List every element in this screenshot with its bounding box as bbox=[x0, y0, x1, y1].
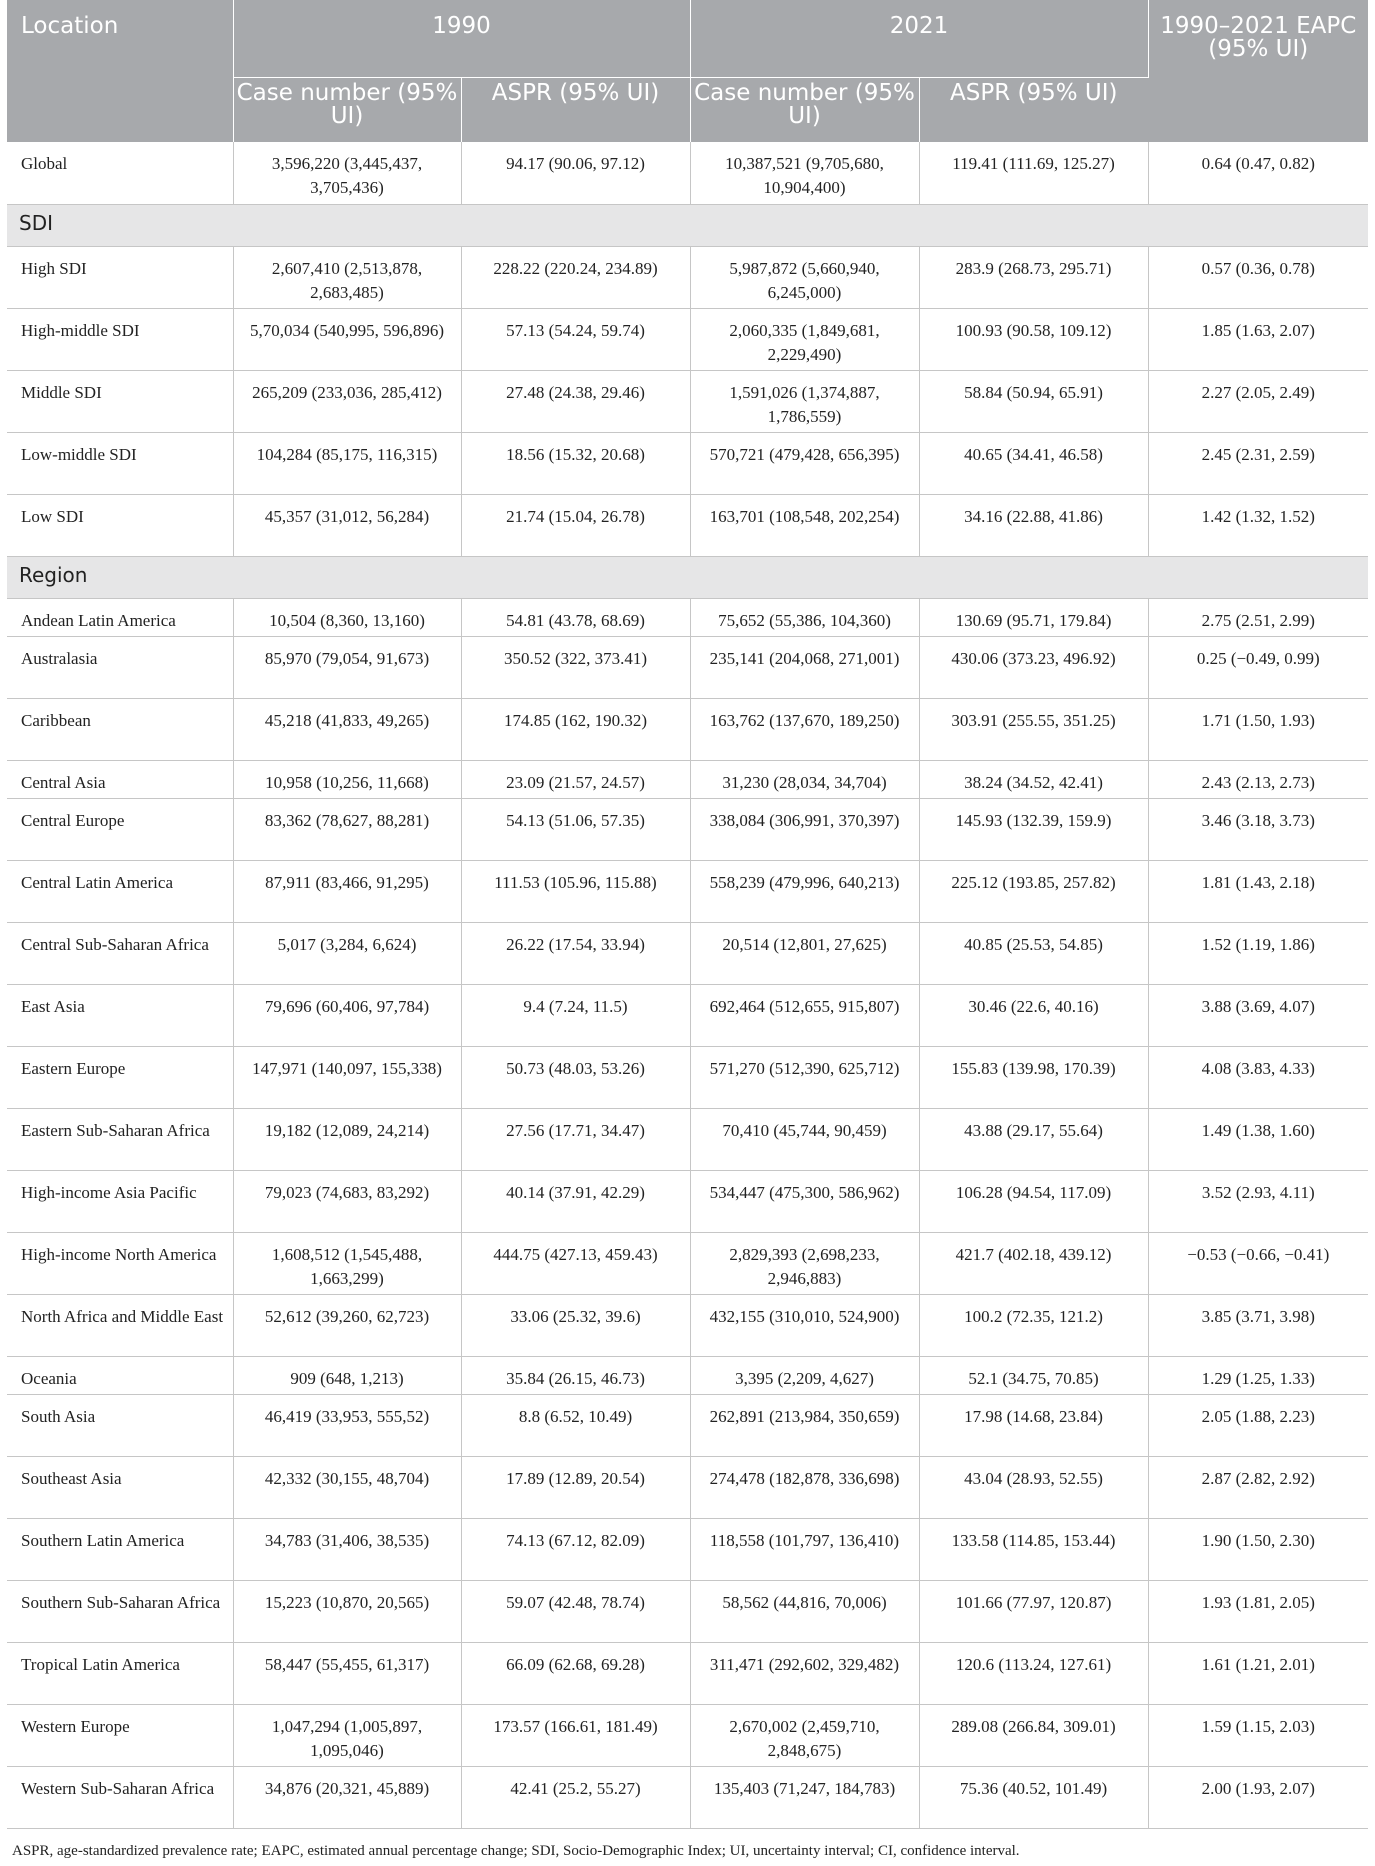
cell-aspr-2021: 40.65 (34.41, 46.58) bbox=[919, 432, 1148, 494]
table-row bbox=[7, 1518, 1368, 1580]
cell-aspr-1990: 59.07 (42.48, 78.74) bbox=[461, 1580, 690, 1642]
cell-aspr-2021: 430.06 (373.23, 496.92) bbox=[919, 636, 1148, 698]
table-row bbox=[7, 598, 1368, 636]
cell-location: Central Latin America bbox=[7, 860, 233, 922]
section-row bbox=[7, 204, 1368, 246]
table-row bbox=[7, 1394, 1368, 1456]
cell-aspr-1990: 35.84 (26.15, 46.73) bbox=[461, 1356, 690, 1394]
cell-aspr-2021: 40.85 (25.53, 54.85) bbox=[919, 922, 1148, 984]
cell-case-number-1990: 2,607,410 (2,513,878, 2,683,485) bbox=[233, 246, 461, 308]
cell-case-number-2021: 692,464 (512,655, 915,807) bbox=[690, 984, 919, 1046]
cell-location: Southern Latin America bbox=[7, 1518, 233, 1580]
table-row bbox=[7, 246, 1368, 308]
cell-eapc: 1.49 (1.38, 1.60) bbox=[1148, 1108, 1368, 1170]
cell-aspr-2021: 100.93 (90.58, 109.12) bbox=[919, 308, 1148, 370]
cell-aspr-1990: 57.13 (54.24, 59.74) bbox=[461, 308, 690, 370]
table-row bbox=[7, 922, 1368, 984]
cell-aspr-1990: 444.75 (427.13, 459.43) bbox=[461, 1232, 690, 1294]
cell-aspr-2021: 30.46 (22.6, 40.16) bbox=[919, 984, 1148, 1046]
table-row bbox=[7, 142, 1368, 204]
cell-case-number-2021: 163,762 (137,670, 189,250) bbox=[690, 698, 919, 760]
cell-location: Western Sub-Saharan Africa bbox=[7, 1766, 233, 1828]
cell-aspr-2021: 43.04 (28.93, 52.55) bbox=[919, 1456, 1148, 1518]
cell-case-number-2021: 75,652 (55,386, 104,360) bbox=[690, 598, 919, 636]
cell-case-number-1990: 104,284 (85,175, 116,315) bbox=[233, 432, 461, 494]
cell-case-number-2021: 58,562 (44,816, 70,006) bbox=[690, 1580, 919, 1642]
cell-aspr-1990: 174.85 (162, 190.32) bbox=[461, 698, 690, 760]
cell-case-number-1990: 45,218 (41,833, 49,265) bbox=[233, 698, 461, 760]
cell-aspr-1990: 21.74 (15.04, 26.78) bbox=[461, 494, 690, 556]
cell-eapc: 2.45 (2.31, 2.59) bbox=[1148, 432, 1368, 494]
cell-case-number-1990: 19,182 (12,089, 24,214) bbox=[233, 1108, 461, 1170]
cell-case-number-2021: 558,239 (479,996, 640,213) bbox=[690, 860, 919, 922]
cell-location: High-middle SDI bbox=[7, 308, 233, 370]
header-case-number-1990: Case number (95% UI) bbox=[233, 77, 461, 142]
cell-location: High-income North America bbox=[7, 1232, 233, 1294]
table-row bbox=[7, 1642, 1368, 1704]
cell-aspr-2021: 101.66 (77.97, 120.87) bbox=[919, 1580, 1148, 1642]
cell-eapc: 4.08 (3.83, 4.33) bbox=[1148, 1046, 1368, 1108]
cell-aspr-1990: 33.06 (25.32, 39.6) bbox=[461, 1294, 690, 1356]
cell-aspr-2021: 106.28 (94.54, 117.09) bbox=[919, 1170, 1148, 1232]
cell-case-number-2021: 118,558 (101,797, 136,410) bbox=[690, 1518, 919, 1580]
cell-case-number-2021: 274,478 (182,878, 336,698) bbox=[690, 1456, 919, 1518]
section-label: SDI bbox=[7, 204, 1368, 246]
cell-aspr-2021: 119.41 (111.69, 125.27) bbox=[919, 142, 1148, 204]
cell-location: Central Europe bbox=[7, 798, 233, 860]
cell-aspr-1990: 54.13 (51.06, 57.35) bbox=[461, 798, 690, 860]
table-row bbox=[7, 432, 1368, 494]
cell-aspr-2021: 155.83 (139.98, 170.39) bbox=[919, 1046, 1148, 1108]
cell-case-number-1990: 83,362 (78,627, 88,281) bbox=[233, 798, 461, 860]
cell-case-number-1990: 34,876 (20,321, 45,889) bbox=[233, 1766, 461, 1828]
cell-aspr-1990: 66.09 (62.68, 69.28) bbox=[461, 1642, 690, 1704]
table-body bbox=[7, 142, 1368, 1828]
cell-aspr-2021: 421.7 (402.18, 439.12) bbox=[919, 1232, 1148, 1294]
cell-case-number-1990: 5,70,034 (540,995, 596,896) bbox=[233, 308, 461, 370]
cell-eapc: 1.42 (1.32, 1.52) bbox=[1148, 494, 1368, 556]
cell-case-number-2021: 262,891 (213,984, 350,659) bbox=[690, 1394, 919, 1456]
cell-aspr-2021: 38.24 (34.52, 42.41) bbox=[919, 760, 1148, 798]
cell-eapc: 1.61 (1.21, 2.01) bbox=[1148, 1642, 1368, 1704]
cell-aspr-2021: 289.08 (266.84, 309.01) bbox=[919, 1704, 1148, 1766]
cell-location: Central Sub-Saharan Africa bbox=[7, 922, 233, 984]
header-year-2021: 2021 bbox=[690, 0, 1148, 77]
cell-case-number-2021: 571,270 (512,390, 625,712) bbox=[690, 1046, 919, 1108]
cell-case-number-1990: 15,223 (10,870, 20,565) bbox=[233, 1580, 461, 1642]
cell-aspr-2021: 145.93 (132.39, 159.9) bbox=[919, 798, 1148, 860]
cell-case-number-1990: 10,958 (10,256, 11,668) bbox=[233, 760, 461, 798]
header-year-1990: 1990 bbox=[233, 0, 690, 77]
cell-eapc: 3.52 (2.93, 4.11) bbox=[1148, 1170, 1368, 1232]
cell-case-number-1990: 3,596,220 (3,445,437, 3,705,436) bbox=[233, 142, 461, 204]
cell-location: High-income Asia Pacific bbox=[7, 1170, 233, 1232]
cell-aspr-2021: 130.69 (95.71, 179.84) bbox=[919, 598, 1148, 636]
data-table bbox=[7, 0, 1368, 1829]
table-row bbox=[7, 1456, 1368, 1518]
section-label: Region bbox=[7, 556, 1368, 598]
cell-aspr-2021: 100.2 (72.35, 121.2) bbox=[919, 1294, 1148, 1356]
header-case-number-2021: Case number (95% UI) bbox=[690, 77, 919, 142]
table-row bbox=[7, 860, 1368, 922]
cell-case-number-1990: 45,357 (31,012, 56,284) bbox=[233, 494, 461, 556]
header-location: Location bbox=[7, 0, 233, 142]
cell-eapc: 3.88 (3.69, 4.07) bbox=[1148, 984, 1368, 1046]
table-row bbox=[7, 1294, 1368, 1356]
cell-aspr-2021: 52.1 (34.75, 70.85) bbox=[919, 1356, 1148, 1394]
cell-aspr-1990: 42.41 (25.2, 55.27) bbox=[461, 1766, 690, 1828]
cell-eapc: 1.52 (1.19, 1.86) bbox=[1148, 922, 1368, 984]
cell-aspr-1990: 94.17 (90.06, 97.12) bbox=[461, 142, 690, 204]
cell-location: North Africa and Middle East bbox=[7, 1294, 233, 1356]
cell-case-number-1990: 79,696 (60,406, 97,784) bbox=[233, 984, 461, 1046]
cell-location: Eastern Europe bbox=[7, 1046, 233, 1108]
cell-case-number-2021: 10,387,521 (9,705,680, 10,904,400) bbox=[690, 142, 919, 204]
cell-case-number-2021: 3,395 (2,209, 4,627) bbox=[690, 1356, 919, 1394]
cell-location: Central Asia bbox=[7, 760, 233, 798]
cell-aspr-2021: 75.36 (40.52, 101.49) bbox=[919, 1766, 1148, 1828]
cell-eapc: 0.25 (−0.49, 0.99) bbox=[1148, 636, 1368, 698]
table-row bbox=[7, 370, 1368, 432]
table-row bbox=[7, 1704, 1368, 1766]
cell-case-number-2021: 311,471 (292,602, 329,482) bbox=[690, 1642, 919, 1704]
header-aspr-2021: ASPR (95% UI) bbox=[919, 77, 1148, 142]
cell-eapc: 2.00 (1.93, 2.07) bbox=[1148, 1766, 1368, 1828]
cell-location: Oceania bbox=[7, 1356, 233, 1394]
cell-case-number-2021: 135,403 (71,247, 184,783) bbox=[690, 1766, 919, 1828]
cell-case-number-2021: 20,514 (12,801, 27,625) bbox=[690, 922, 919, 984]
cell-eapc: 2.43 (2.13, 2.73) bbox=[1148, 760, 1368, 798]
cell-aspr-1990: 23.09 (21.57, 24.57) bbox=[461, 760, 690, 798]
cell-aspr-1990: 40.14 (37.91, 42.29) bbox=[461, 1170, 690, 1232]
cell-case-number-1990: 52,612 (39,260, 62,723) bbox=[233, 1294, 461, 1356]
cell-eapc: 3.46 (3.18, 3.73) bbox=[1148, 798, 1368, 860]
table-row bbox=[7, 636, 1368, 698]
cell-case-number-1990: 265,209 (233,036, 285,412) bbox=[233, 370, 461, 432]
cell-aspr-2021: 120.6 (113.24, 127.61) bbox=[919, 1642, 1148, 1704]
cell-case-number-1990: 909 (648, 1,213) bbox=[233, 1356, 461, 1394]
cell-aspr-1990: 350.52 (322, 373.41) bbox=[461, 636, 690, 698]
cell-location: Global bbox=[7, 142, 233, 204]
cell-eapc: 0.57 (0.36, 0.78) bbox=[1148, 246, 1368, 308]
cell-location: East Asia bbox=[7, 984, 233, 1046]
cell-eapc: 1.29 (1.25, 1.33) bbox=[1148, 1356, 1368, 1394]
cell-eapc: 2.87 (2.82, 2.92) bbox=[1148, 1456, 1368, 1518]
table-row bbox=[7, 494, 1368, 556]
cell-location: Andean Latin America bbox=[7, 598, 233, 636]
cell-case-number-2021: 31,230 (28,034, 34,704) bbox=[690, 760, 919, 798]
cell-eapc: 2.05 (1.88, 2.23) bbox=[1148, 1394, 1368, 1456]
cell-aspr-2021: 58.84 (50.94, 65.91) bbox=[919, 370, 1148, 432]
cell-eapc: 1.81 (1.43, 2.18) bbox=[1148, 860, 1368, 922]
cell-case-number-1990: 79,023 (74,683, 83,292) bbox=[233, 1170, 461, 1232]
cell-eapc: 1.93 (1.81, 2.05) bbox=[1148, 1580, 1368, 1642]
cell-case-number-1990: 1,608,512 (1,545,488, 1,663,299) bbox=[233, 1232, 461, 1294]
cell-case-number-1990: 34,783 (31,406, 38,535) bbox=[233, 1518, 461, 1580]
cell-location: Southern Sub-Saharan Africa bbox=[7, 1580, 233, 1642]
cell-location: High SDI bbox=[7, 246, 233, 308]
cell-case-number-2021: 2,829,393 (2,698,233, 2,946,883) bbox=[690, 1232, 919, 1294]
table-row bbox=[7, 698, 1368, 760]
cell-aspr-2021: 225.12 (193.85, 257.82) bbox=[919, 860, 1148, 922]
cell-aspr-1990: 54.81 (43.78, 68.69) bbox=[461, 598, 690, 636]
table-header bbox=[7, 0, 1368, 142]
cell-case-number-2021: 2,670,002 (2,459,710, 2,848,675) bbox=[690, 1704, 919, 1766]
cell-location: South Asia bbox=[7, 1394, 233, 1456]
cell-aspr-2021: 17.98 (14.68, 23.84) bbox=[919, 1394, 1148, 1456]
cell-eapc: 2.75 (2.51, 2.99) bbox=[1148, 598, 1368, 636]
table-row bbox=[7, 1108, 1368, 1170]
cell-location: Southeast Asia bbox=[7, 1456, 233, 1518]
table-row bbox=[7, 1766, 1368, 1828]
cell-aspr-1990: 17.89 (12.89, 20.54) bbox=[461, 1456, 690, 1518]
cell-case-number-2021: 570,721 (479,428, 656,395) bbox=[690, 432, 919, 494]
cell-case-number-2021: 235,141 (204,068, 271,001) bbox=[690, 636, 919, 698]
cell-case-number-1990: 10,504 (8,360, 13,160) bbox=[233, 598, 461, 636]
cell-case-number-1990: 58,447 (55,455, 61,317) bbox=[233, 1642, 461, 1704]
cell-location: Eastern Sub-Saharan Africa bbox=[7, 1108, 233, 1170]
cell-case-number-1990: 87,911 (83,466, 91,295) bbox=[233, 860, 461, 922]
table-row bbox=[7, 760, 1368, 798]
cell-aspr-1990: 27.48 (24.38, 29.46) bbox=[461, 370, 690, 432]
header-eapc: 1990–2021 EAPC (95% UI) bbox=[1148, 0, 1368, 142]
table-row bbox=[7, 1356, 1368, 1394]
header-aspr-1990: ASPR (95% UI) bbox=[461, 77, 690, 142]
cell-case-number-2021: 70,410 (45,744, 90,459) bbox=[690, 1108, 919, 1170]
cell-aspr-2021: 133.58 (114.85, 153.44) bbox=[919, 1518, 1148, 1580]
cell-aspr-2021: 43.88 (29.17, 55.64) bbox=[919, 1108, 1148, 1170]
table-row bbox=[7, 1170, 1368, 1232]
cell-case-number-2021: 163,701 (108,548, 202,254) bbox=[690, 494, 919, 556]
table-footnote: ASPR, age-standardized prevalence rate; EAPC, estimated annual percentage change; SDI, Socio-Demographic Index; UI, uncertainty interval; CI, confidence interval. bbox=[12, 1843, 1020, 1859]
cell-case-number-1990: 1,047,294 (1,005,897, 1,095,046) bbox=[233, 1704, 461, 1766]
cell-eapc: 1.71 (1.50, 1.93) bbox=[1148, 698, 1368, 760]
cell-case-number-1990: 42,332 (30,155, 48,704) bbox=[233, 1456, 461, 1518]
cell-aspr-1990: 111.53 (105.96, 115.88) bbox=[461, 860, 690, 922]
cell-aspr-1990: 27.56 (17.71, 34.47) bbox=[461, 1108, 690, 1170]
cell-aspr-1990: 173.57 (166.61, 181.49) bbox=[461, 1704, 690, 1766]
cell-eapc: 1.90 (1.50, 2.30) bbox=[1148, 1518, 1368, 1580]
cell-location: Middle SDI bbox=[7, 370, 233, 432]
cell-case-number-2021: 432,155 (310,010, 524,900) bbox=[690, 1294, 919, 1356]
cell-aspr-1990: 26.22 (17.54, 33.94) bbox=[461, 922, 690, 984]
cell-aspr-1990: 228.22 (220.24, 234.89) bbox=[461, 246, 690, 308]
cell-location: Low-middle SDI bbox=[7, 432, 233, 494]
cell-case-number-2021: 2,060,335 (1,849,681, 2,229,490) bbox=[690, 308, 919, 370]
table-row bbox=[7, 798, 1368, 860]
cell-case-number-2021: 534,447 (475,300, 586,962) bbox=[690, 1170, 919, 1232]
table-row bbox=[7, 1580, 1368, 1642]
cell-aspr-1990: 8.8 (6.52, 10.49) bbox=[461, 1394, 690, 1456]
cell-aspr-1990: 74.13 (67.12, 82.09) bbox=[461, 1518, 690, 1580]
cell-case-number-1990: 85,970 (79,054, 91,673) bbox=[233, 636, 461, 698]
cell-eapc: −0.53 (−0.66, −0.41) bbox=[1148, 1232, 1368, 1294]
table-row bbox=[7, 1046, 1368, 1108]
cell-location: Caribbean bbox=[7, 698, 233, 760]
cell-case-number-1990: 5,017 (3,284, 6,624) bbox=[233, 922, 461, 984]
cell-eapc: 1.59 (1.15, 2.03) bbox=[1148, 1704, 1368, 1766]
section-row bbox=[7, 556, 1368, 598]
cell-location: Australasia bbox=[7, 636, 233, 698]
table-row bbox=[7, 308, 1368, 370]
cell-aspr-2021: 303.91 (255.55, 351.25) bbox=[919, 698, 1148, 760]
cell-case-number-1990: 46,419 (33,953, 555,52) bbox=[233, 1394, 461, 1456]
cell-case-number-2021: 1,591,026 (1,374,887, 1,786,559) bbox=[690, 370, 919, 432]
cell-aspr-1990: 50.73 (48.03, 53.26) bbox=[461, 1046, 690, 1108]
cell-case-number-1990: 147,971 (140,097, 155,338) bbox=[233, 1046, 461, 1108]
cell-aspr-2021: 34.16 (22.88, 41.86) bbox=[919, 494, 1148, 556]
cell-aspr-1990: 18.56 (15.32, 20.68) bbox=[461, 432, 690, 494]
cell-eapc: 0.64 (0.47, 0.82) bbox=[1148, 142, 1368, 204]
cell-aspr-2021: 283.9 (268.73, 295.71) bbox=[919, 246, 1148, 308]
cell-eapc: 2.27 (2.05, 2.49) bbox=[1148, 370, 1368, 432]
table-row bbox=[7, 1232, 1368, 1294]
cell-location: Low SDI bbox=[7, 494, 233, 556]
cell-eapc: 1.85 (1.63, 2.07) bbox=[1148, 308, 1368, 370]
cell-case-number-2021: 5,987,872 (5,660,940, 6,245,000) bbox=[690, 246, 919, 308]
cell-eapc: 3.85 (3.71, 3.98) bbox=[1148, 1294, 1368, 1356]
cell-location: Tropical Latin America bbox=[7, 1642, 233, 1704]
table-row bbox=[7, 984, 1368, 1046]
cell-case-number-2021: 338,084 (306,991, 370,397) bbox=[690, 798, 919, 860]
cell-aspr-1990: 9.4 (7.24, 11.5) bbox=[461, 984, 690, 1046]
cell-location: Western Europe bbox=[7, 1704, 233, 1766]
